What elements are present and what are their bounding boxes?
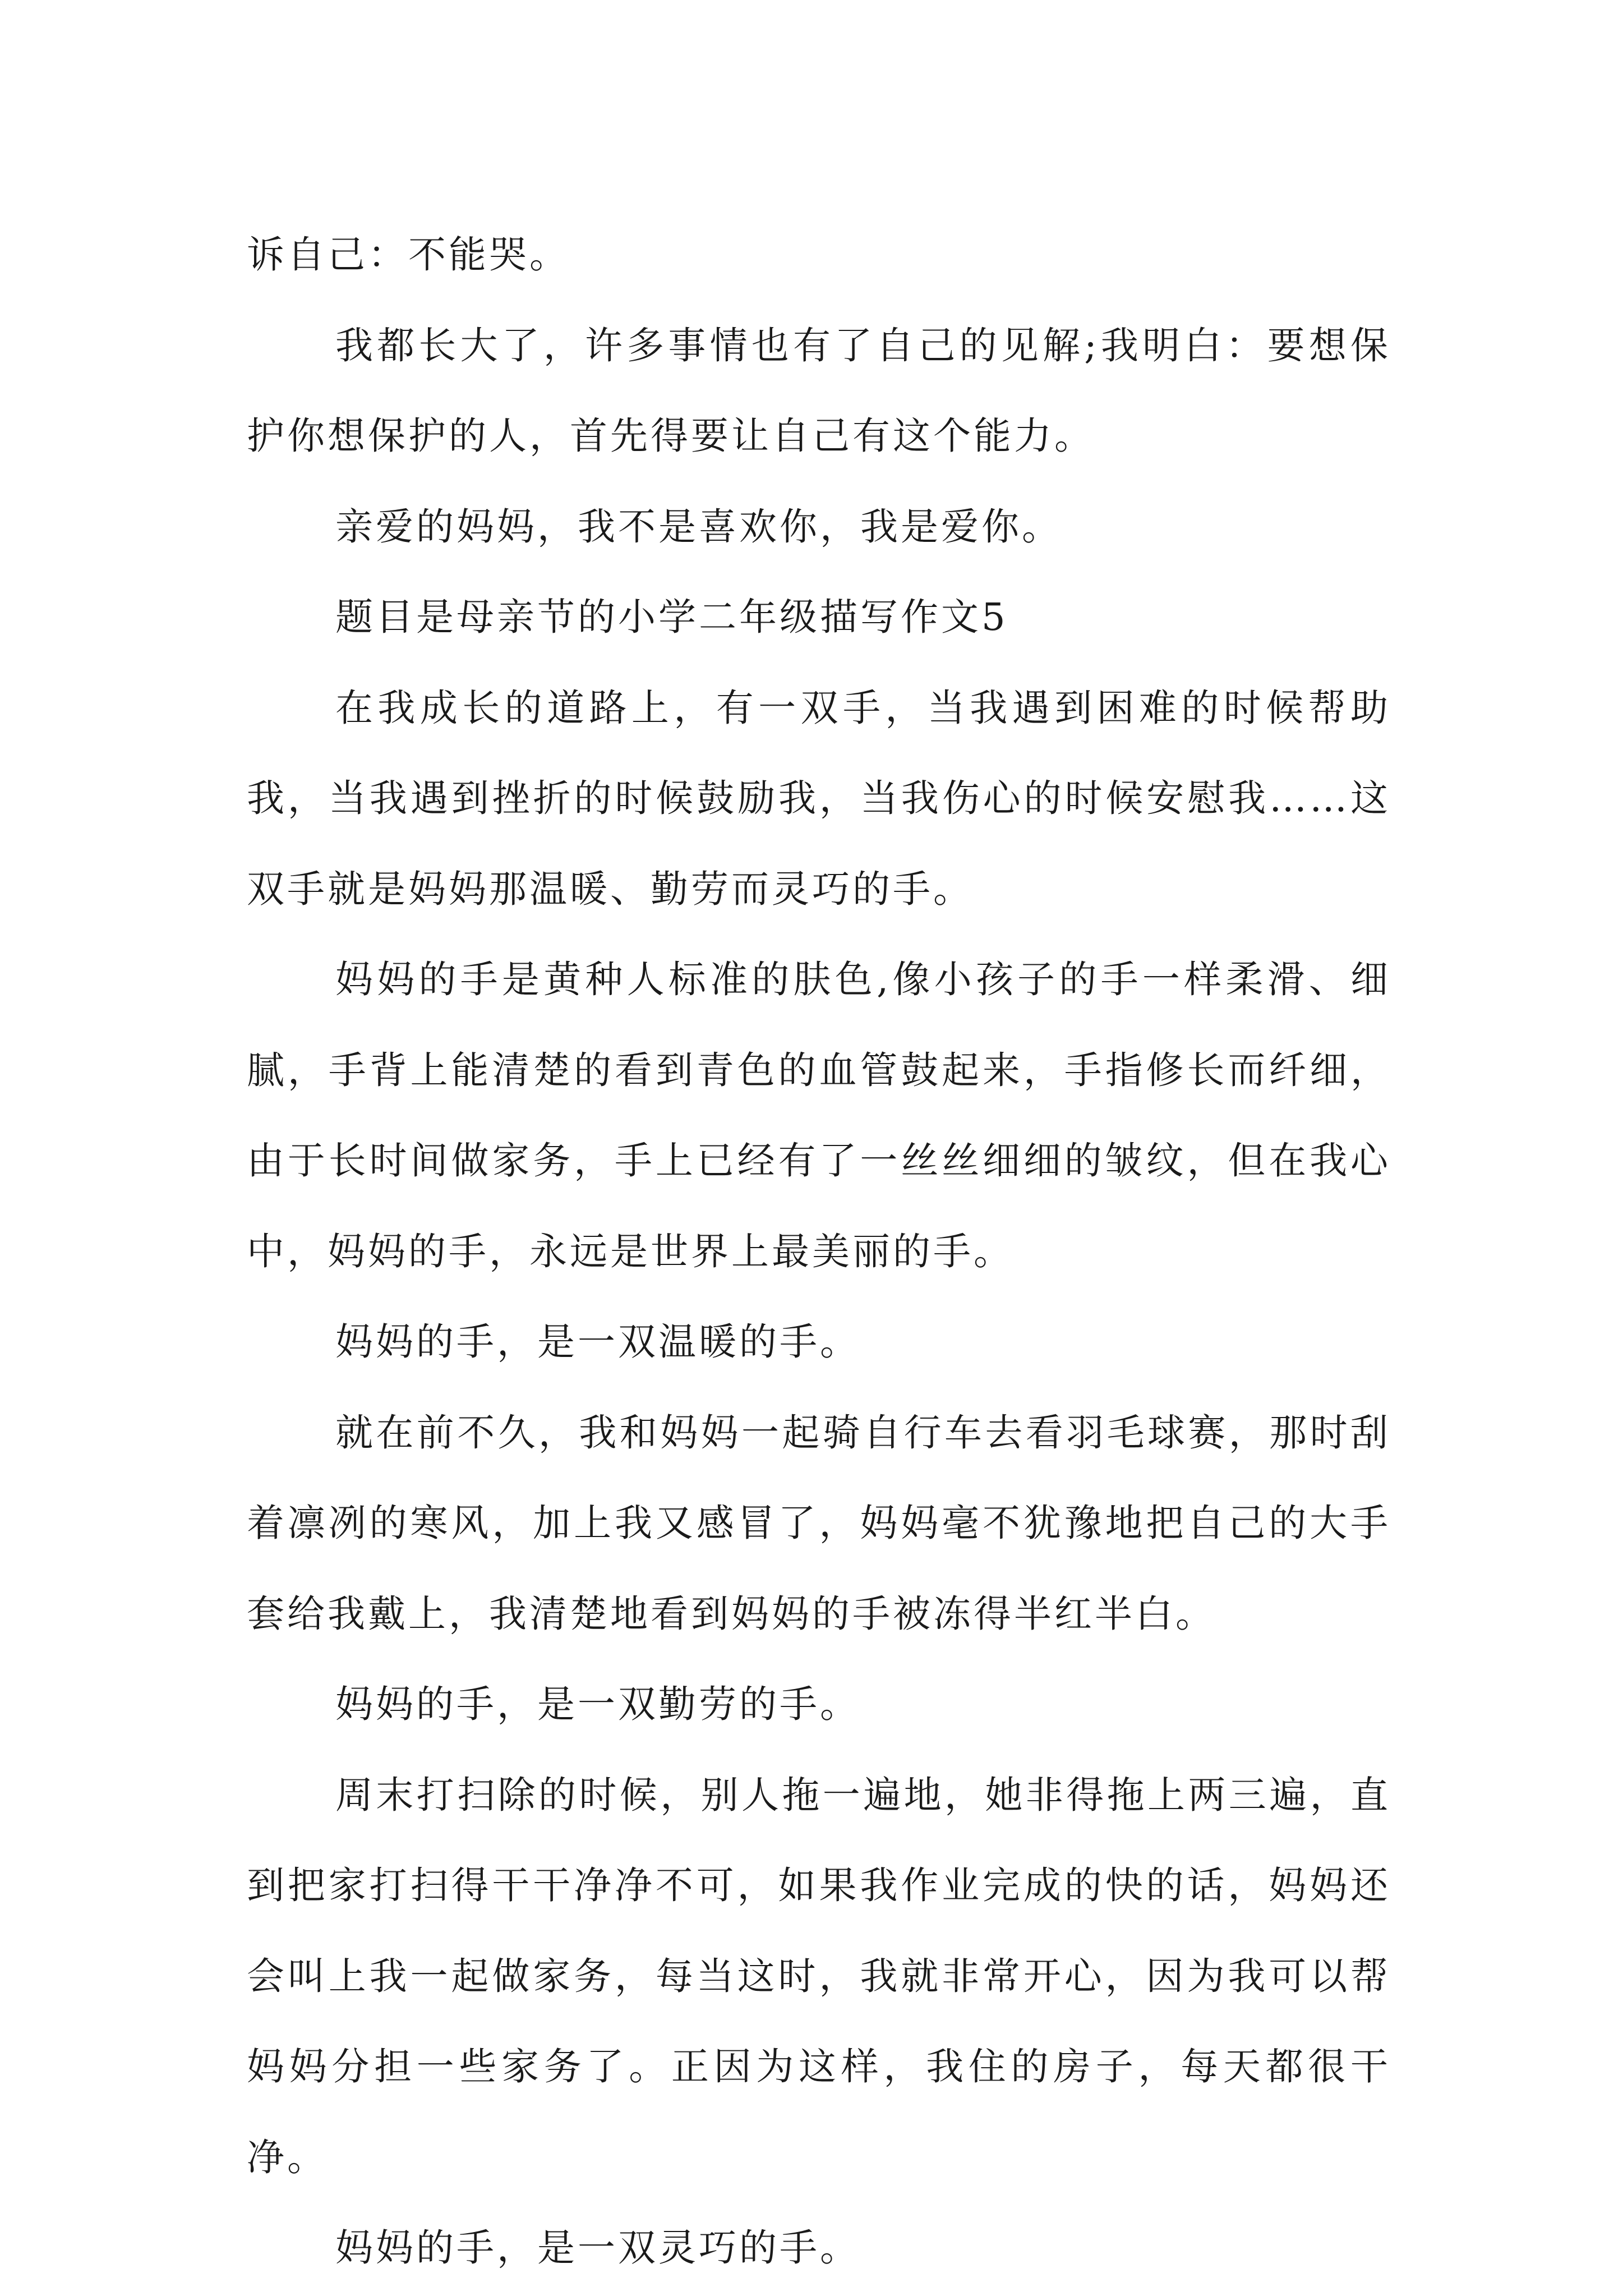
essay-title: 题目是母亲节的小学二年级描写作文5: [335, 595, 1008, 639]
paragraph-2: 我都长大了，许多事情也有了自己的见解;我明白：要想保护你想保护的人，首先得要让自己有这个能力。: [247, 323, 1391, 458]
paragraph-5: 在我成长的道路上，有一双手，当我遇到困难的时候帮助我，当我遇到挫折的时候鼓励我，当我伤心的时候安慰我……这双手就是妈妈那温暖、勤劳而灵巧的手。: [247, 685, 1391, 911]
paragraph-3: 亲爱的妈妈，我不是喜欢你，我是爱你。: [335, 504, 1062, 549]
paragraph-11: 妈妈的手，是一双灵巧的手。: [335, 2226, 860, 2270]
paragraph-9: 妈妈的手，是一双勤劳的手。: [335, 1682, 860, 1726]
document-body: [247, 210, 1391, 2294]
paragraph-10: 周末打扫除的时候，别人拖一遍地，她非得拖上两三遍，直到把家打扫得干干净净不可，如果我作业完成的快的话，妈妈还会叫上我一起做家务，每当这时，我就非常开心，因为我可以帮妈妈分担一些家务了。正因为这样，我住的房子，每天都很干净。: [247, 1773, 1391, 2179]
paragraph-7: 妈妈的手，是一双温暖的手。: [335, 1320, 860, 1364]
paragraph-8: 就在前不久，我和妈妈一起骑自行车去看羽毛球赛，那时刮着凛冽的寒风，加上我又感冒了，妈妈毫不犹豫地把自己的大手套给我戴上，我清楚地看到妈妈的手被冻得半红半白。: [247, 1410, 1391, 1636]
paragraph-1: 诉自己：不能哭。: [247, 233, 570, 277]
paragraph-6: 妈妈的手是黄种人标准的肤色,像小孩子的手一样柔滑、细腻，手背上能清楚的看到青色的血管鼓起来，手指修长而纤细，由于长时间做家务，手上已经有了一丝丝细细的皱纹，但在我心中，妈妈的手，永远是世界上最美丽的手。: [247, 958, 1391, 1273]
